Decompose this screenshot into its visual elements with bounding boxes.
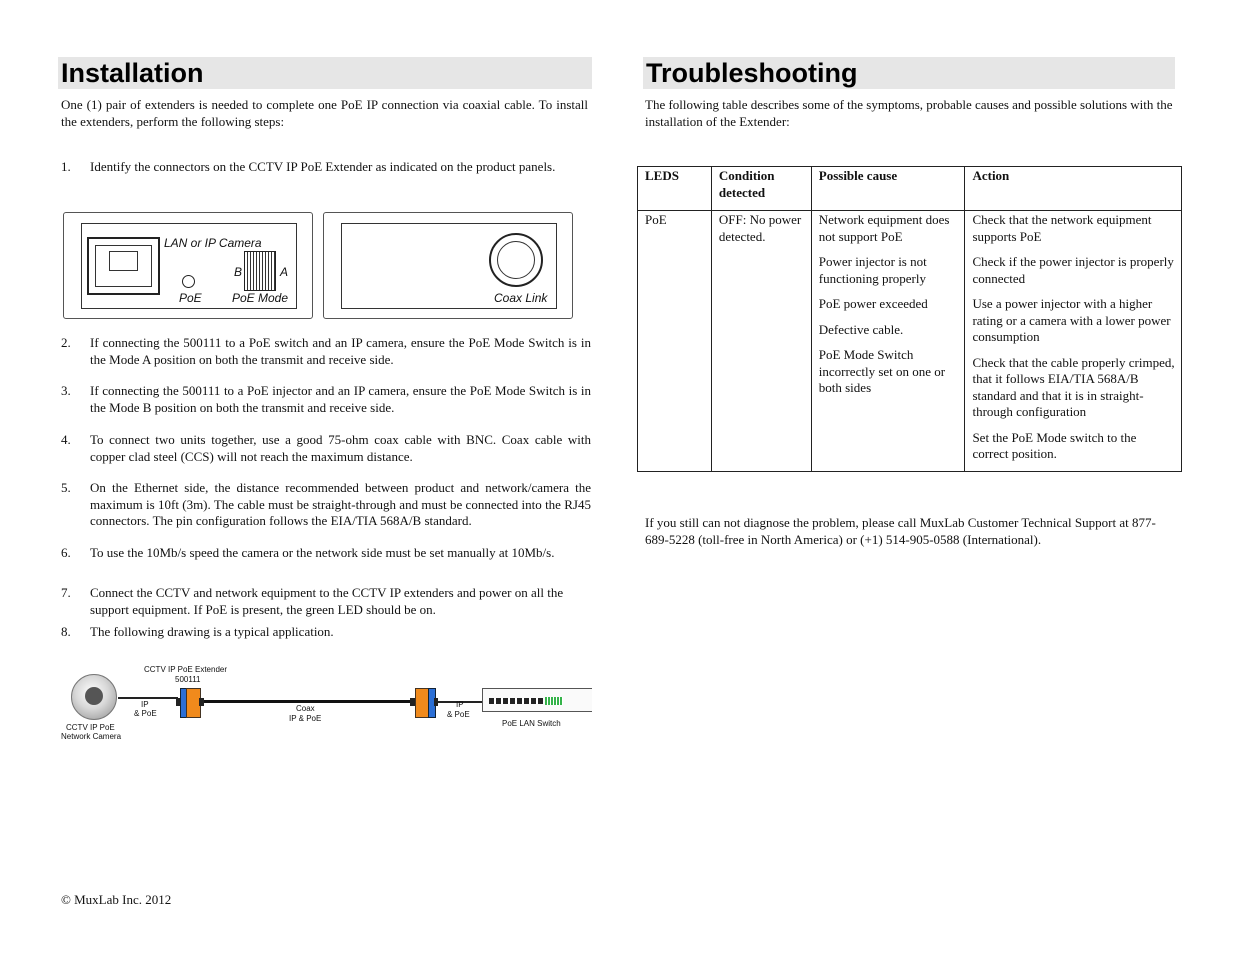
header-cause: Possible cause bbox=[811, 167, 965, 211]
coax-label-2: IP & PoE bbox=[289, 714, 322, 723]
cell-causes bbox=[811, 211, 965, 472]
troubleshooting-heading: Troubleshooting bbox=[643, 57, 1175, 89]
action-item: Check that the network equipment supports PoE bbox=[972, 212, 1152, 244]
troubleshooting-intro: The following table describes some of the symptoms, probable causes and possible solutions with the installation of the Extender: bbox=[645, 97, 1173, 129]
support-contact: If you still can not diagnose the problem, please call MuxLab Customer Technical Support at 877-689-5228 (toll-free in North America) or (+1) 514-905-0588 (International). bbox=[645, 515, 1156, 547]
poe-led-label: PoE bbox=[179, 291, 202, 305]
step-1: 1. Identify the connectors on the CCTV IP PoE Extender as indicated on the product panels. bbox=[61, 159, 556, 174]
step-8: 8. The following drawing is a typical application. bbox=[61, 624, 334, 639]
step-7: 7. Connect the CCTV and network equipment to the CCTV IP extenders and power on all the support equipment. If PoE is present, the green LED should be on. bbox=[61, 585, 564, 617]
header-action: Action bbox=[965, 167, 1182, 211]
step-5: 5. On the Ethernet side, the distance recommended between product and network/camera the maximum is 10ft (3m). The cable must be straight-through and must be connected into the RJ45 connectors. The pin configuration follows the EIA/TIA 568A/B standard. bbox=[61, 480, 591, 528]
camera-label-2: Network Camera bbox=[61, 732, 122, 741]
application-diagram bbox=[58, 660, 592, 746]
step-4: 4. To connect two units together, use a good 75-ohm coax cable with BNC. Coax cable with copper clad steel (CCS) will not reach the maximum distance. bbox=[61, 432, 591, 464]
rear-panel bbox=[323, 212, 573, 319]
coax-label-1: Coax bbox=[296, 704, 315, 713]
extender-title: CCTV IP PoE Extender bbox=[144, 665, 227, 674]
step-3: 3. If connecting the 500111 to a PoE injector and an IP camera, ensure the PoE Mode Switch is in the Mode B position on both the transmit and receive side. bbox=[61, 383, 591, 415]
cause-item: PoE power exceeded bbox=[818, 296, 928, 311]
installation-heading: Installation bbox=[58, 57, 592, 89]
poe-mode-label: PoE Mode bbox=[232, 291, 289, 305]
action-item: Use a power injector with a higher rating or a camera with a lower power consumption bbox=[972, 296, 1171, 344]
troubleshooting-table bbox=[637, 166, 1182, 472]
ip-poe-right-label-2: & PoE bbox=[447, 710, 470, 719]
product-panels-figure bbox=[63, 212, 573, 319]
ip-poe-right-label-1: IP bbox=[456, 700, 464, 709]
action-item: Check if the power injector is properly connected bbox=[972, 254, 1174, 286]
switch-label: PoE LAN Switch bbox=[502, 719, 561, 728]
cell-condition: OFF: No power detected. bbox=[711, 211, 811, 472]
installation-intro: One (1) pair of extenders is needed to complete one PoE IP connection via coaxial cable. To install the extenders, perform the following steps: bbox=[61, 97, 588, 129]
cause-item: Network equipment does not support PoE bbox=[818, 212, 950, 244]
cause-item: PoE Mode Switch incorrectly set on one or both sides bbox=[818, 347, 946, 395]
cause-item: Defective cable. bbox=[818, 321, 904, 337]
poe-mode-switch-icon bbox=[244, 251, 276, 291]
mode-b-label: B bbox=[234, 265, 243, 279]
poe-lan-switch-icon bbox=[482, 688, 592, 712]
coax-link-label: Coax Link bbox=[494, 291, 548, 305]
rj45-port-icon bbox=[87, 237, 160, 295]
step-2: 2. If connecting the 500111 to a PoE switch and an IP camera, ensure the PoE Mode Switch is in the Mode A position on both the transmit and receive side. bbox=[61, 335, 591, 367]
action-item: Set the PoE Mode switch to the correct position. bbox=[972, 429, 1137, 461]
header-condition: Condition detected bbox=[711, 167, 811, 211]
cell-actions bbox=[965, 211, 1182, 472]
lan-label: LAN or IP Camera bbox=[164, 236, 262, 250]
action-item: Check that the cable properly crimped, that it follows EIA/TIA 568A/B standard and that it is in straight-through configuration bbox=[972, 354, 1175, 419]
coax-cable bbox=[204, 700, 410, 703]
step-6: 6. To use the 10Mb/s speed the camera or the network side must be set manually at 10Mb/s. bbox=[61, 545, 555, 560]
table-header-row bbox=[638, 167, 1182, 211]
ip-poe-left-label-1: IP bbox=[141, 700, 149, 709]
extender-left-icon bbox=[176, 688, 204, 716]
footer-copyright: © MuxLab Inc. 2012 bbox=[61, 892, 172, 907]
extender-model: 500111 bbox=[175, 675, 201, 684]
header-leds: LEDS bbox=[638, 167, 712, 211]
cause-item: Power injector is not functioning properly bbox=[818, 254, 927, 286]
table-row bbox=[638, 211, 1182, 472]
front-panel bbox=[63, 212, 313, 319]
poe-led-icon bbox=[182, 275, 195, 288]
mode-a-label: A bbox=[280, 265, 289, 279]
cell-led: PoE bbox=[638, 211, 712, 472]
cable-camera-to-extender bbox=[118, 697, 178, 699]
camera-label-1: CCTV IP PoE bbox=[66, 723, 115, 732]
bnc-connector-icon bbox=[489, 233, 543, 287]
ip-poe-left-label-2: & PoE bbox=[134, 709, 157, 718]
dome-camera-icon bbox=[71, 674, 117, 720]
extender-right-icon bbox=[410, 688, 438, 716]
